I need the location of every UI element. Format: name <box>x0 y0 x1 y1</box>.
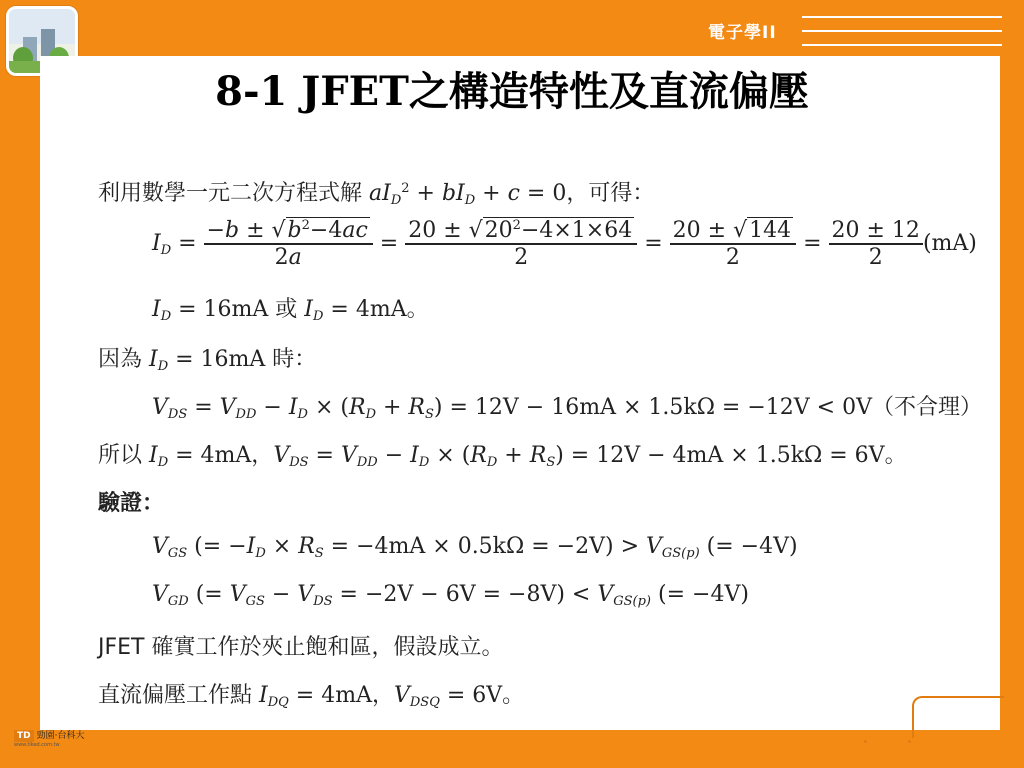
line-5-note: （不合理） <box>871 395 982 420</box>
line-11-end: = 6V。 <box>439 683 525 708</box>
line-3-mid: = 16mA 或 <box>171 297 305 322</box>
publisher-logo <box>14 728 85 748</box>
line-5: $V_{DS} = V_{DD} - I_D \times (R_D + R_S) = 12V - 16mA \times 1.5k\Omega = -12V < 0V$（不合理） <box>152 395 982 422</box>
line-4-prefix: 因為 <box>98 347 149 372</box>
conclusion-line: JFET 確實工作於夾止飽和區，假設成立。 <box>98 635 504 660</box>
line-9-eq: (= <box>188 582 230 607</box>
brand-label: 電子學II <box>708 23 777 43</box>
footer-dots <box>864 740 924 744</box>
line-8: $V_{GS}$ (= $-I_D \times R_S = -4mA \times 0.5k\Omega = -2V) > V_{GS(p)}$ (= −4V) <box>152 534 798 561</box>
line-9-end: (= −4V) <box>651 582 749 607</box>
top-frame <box>0 0 1024 56</box>
line-4: 因為 $I_D = 16mA$ 時： <box>98 347 317 374</box>
line-1: 利用數學一元二次方程式解 $aI_D^2 + bI_D + c = 0$，可得： <box>98 181 655 208</box>
line-6-prefix: 所以 <box>98 443 149 468</box>
line-5-eq: = 12V − 16mA × 1.5kΩ = −12V < 0V <box>442 395 872 420</box>
line-1-suffix: ，可得： <box>566 181 655 206</box>
line-9: $V_{GD}$ (= $V_{GS} - V_{DS} = -2V - 6V = -8V) < V_{GS(p)}$ (= −4V) <box>152 582 749 609</box>
corner-accent <box>912 696 1004 738</box>
line-9-tail: = −2V − 6V = −8V) < <box>332 582 598 607</box>
header-rule-bottom <box>802 44 1002 46</box>
publisher-name: 勁園·台科大 <box>36 731 85 741</box>
line-3: $I_D = 16mA$ 或 $I_D = 4mA$。 <box>152 297 429 324</box>
line-1-prefix: 利用數學一元二次方程式解 <box>98 181 369 206</box>
publisher-badge: TD <box>14 730 34 742</box>
operating-point-line: 直流偏壓工作點 $I_{DQ} = 4mA$，$V_{DSQ} = 6V$。 <box>98 683 525 710</box>
page-title: 8-1 JFET之構造特性及直流偏壓 <box>215 68 809 115</box>
verification-label: 驗證： <box>98 491 165 516</box>
publisher-url: www.tiked.com.tw <box>14 742 60 748</box>
line-6-end: = 12V − 4mA × 1.5kΩ = 6V。 <box>563 443 907 468</box>
bottom-frame <box>0 730 1024 768</box>
line-8-eq: (= − <box>187 534 247 559</box>
line-6: 所以 $I_D = 4mA$，$V_{DS} = V_{DD} - I_D \times (R_D + R_S) = 12V - 4mA \times 1.5k\Omega = 6V$。 <box>98 443 907 470</box>
line-11-mid: = 4mA， <box>288 683 394 708</box>
line-6-mid: = 4mA， <box>168 443 274 468</box>
line-3-end: = 4mA。 <box>323 297 429 322</box>
line-8-tail: = −4mA × 0.5kΩ = −2V) > <box>323 534 646 559</box>
header-rule-mid <box>802 30 1002 32</box>
line-4-mid: = 16mA 時： <box>168 347 317 372</box>
header-rule-top <box>802 16 1002 18</box>
line-11-prefix: 直流偏壓工作點 <box>98 683 259 708</box>
line-8-end: (= −4V) <box>699 534 798 559</box>
unit-label: (mA) <box>922 231 977 256</box>
quadratic-equation: $I_D$ = $\frac{-b \pm √b^2-4ac}{2a}$ = $\frac{20 \pm √20^2-4\times 1\times 64}{2}$ = $\frac{20 \pm √144}{2}$ = $\frac{20 \pm 12}{2}$ (mA) <box>152 218 977 270</box>
